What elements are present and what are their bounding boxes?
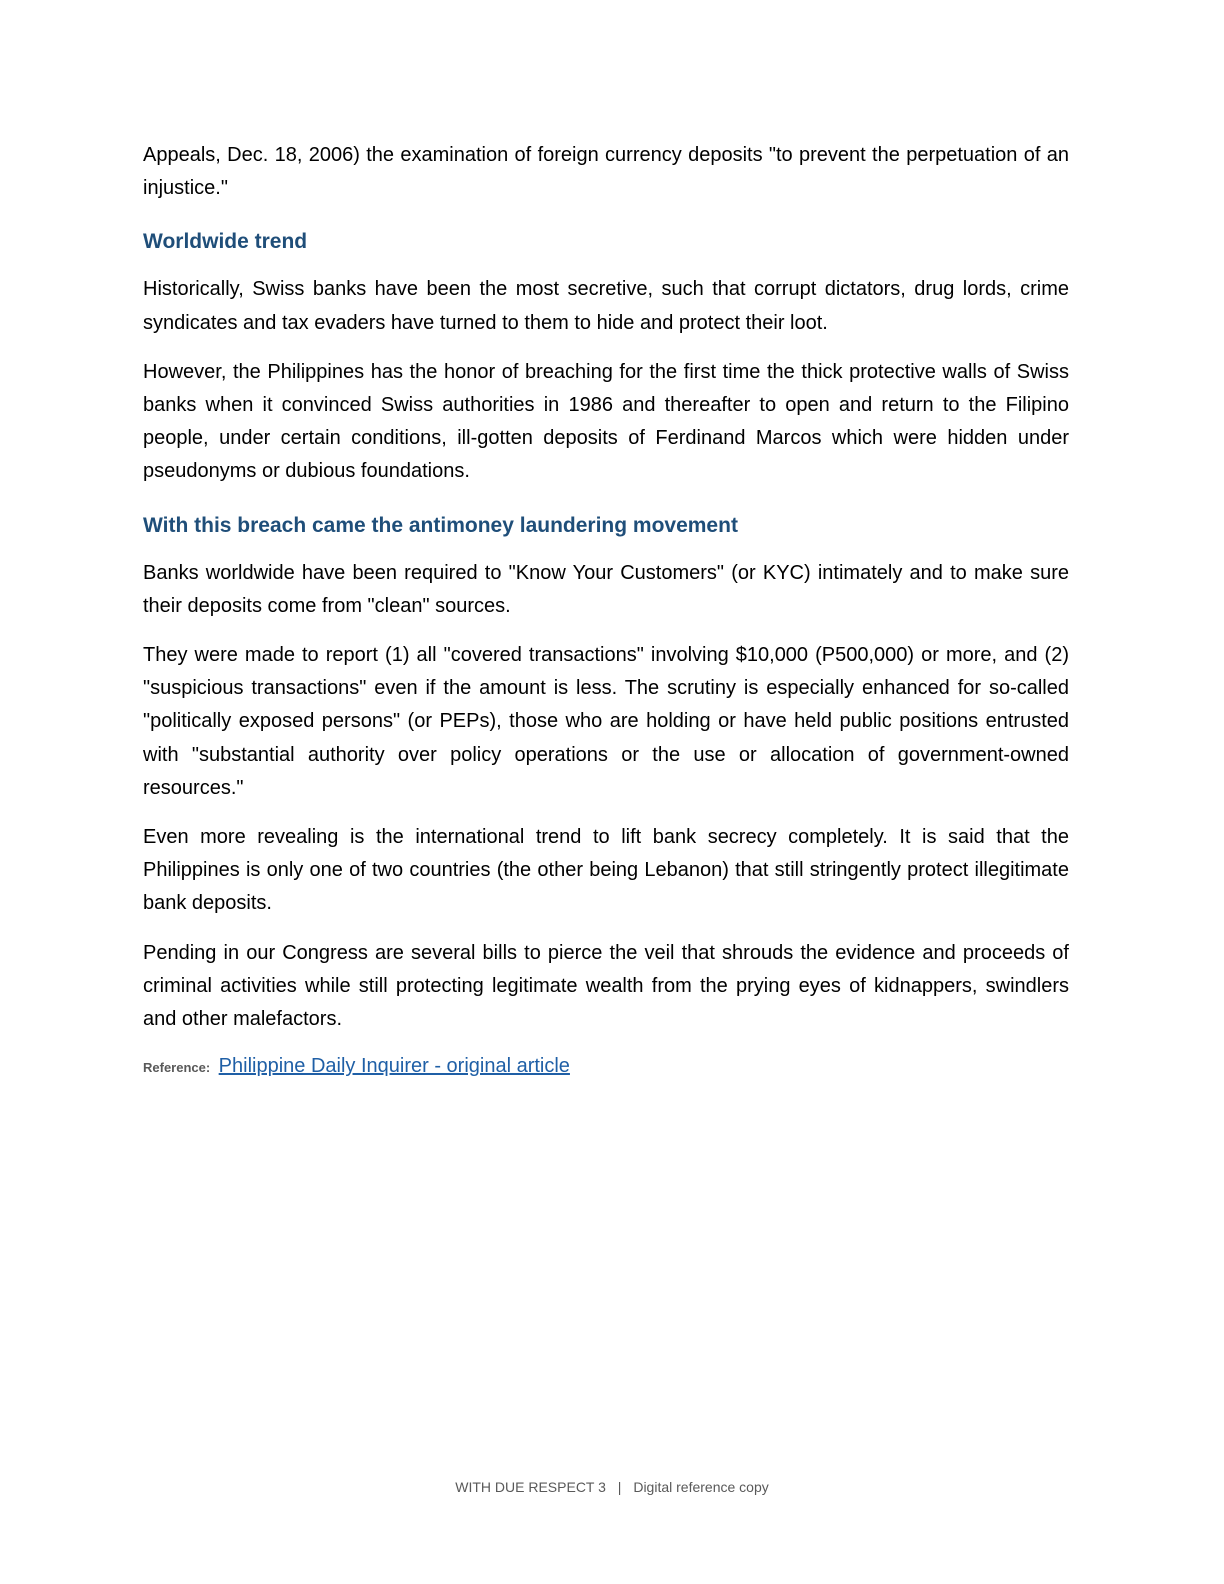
reference-link[interactable]: Philippine Daily Inquirer - original article	[218, 1055, 570, 1078]
paragraph-philippines-breach: However, the Philippines has the honor of breaching for the first time the thick protective walls of Swiss banks when it convinced Swiss authorities in 1986 and thereafter to open and return to the Filipino people, under certain conditions, ill-gotten deposits of Ferdinand Marcos which were hidden under pseudonyms or dubious foundations.	[143, 360, 1069, 483]
footer-separator: |	[617, 1479, 622, 1495]
section-heading-worldwide-trend: Worldwide trend	[143, 230, 308, 254]
paragraph-international-trend: Even more revealing is the international trend to lift bank secrecy completely. It is said that the Philippines is only one of two countries (the other being Lebanon) that still stringently protect illegitimate bank deposits.	[143, 826, 1069, 915]
section-heading-antimoney-laundering: With this breach came the antimoney laundering movement	[143, 513, 738, 537]
paragraph-kyc: Banks worldwide have been required to "Know Your Customers" (or KYC) intimately and to make sure their deposits come from "clean" sources.	[143, 561, 1069, 617]
reference-label: Reference:	[143, 1060, 211, 1076]
paragraph-covered-transactions: They were made to report (1) all "covered transactions" involving $10,000 (P500,000) or more, and (2) "suspicious transactions" even if the amount is less. The scrutiny is especially enhanced for so-called "politically exposed persons" (or PEPs), those who are holding or have held public positions entrusted with "substantial authority over policy operations or the use or allocation of government-owned resources."	[143, 644, 1069, 799]
paragraph-swiss-banks: Historically, Swiss banks have been the most secretive, such that corrupt dictators, drug lords, crime syndicates and tax evaders have turned to them to hide and protect their loot.	[143, 278, 1069, 334]
paragraph-pending-bills: Pending in our Congress are several bills to pierce the veil that shrouds the evidence and proceeds of criminal activities while still protecting legitimate wealth from the prying eyes of kidnappers, swindlers and other malefactors.	[143, 941, 1069, 1031]
intro-paragraph: Appeals, Dec. 18, 2006) the examination of foreign currency deposits "to prevent the perpetuation of an injustice."	[143, 144, 1069, 200]
reference-line	[143, 1052, 1069, 1082]
footer-title: WITH DUE RESPECT 3	[455, 1479, 606, 1495]
footer-subtitle: Digital reference copy	[633, 1479, 769, 1495]
page-footer	[0, 1479, 1224, 1495]
document-body	[143, 139, 1069, 1082]
